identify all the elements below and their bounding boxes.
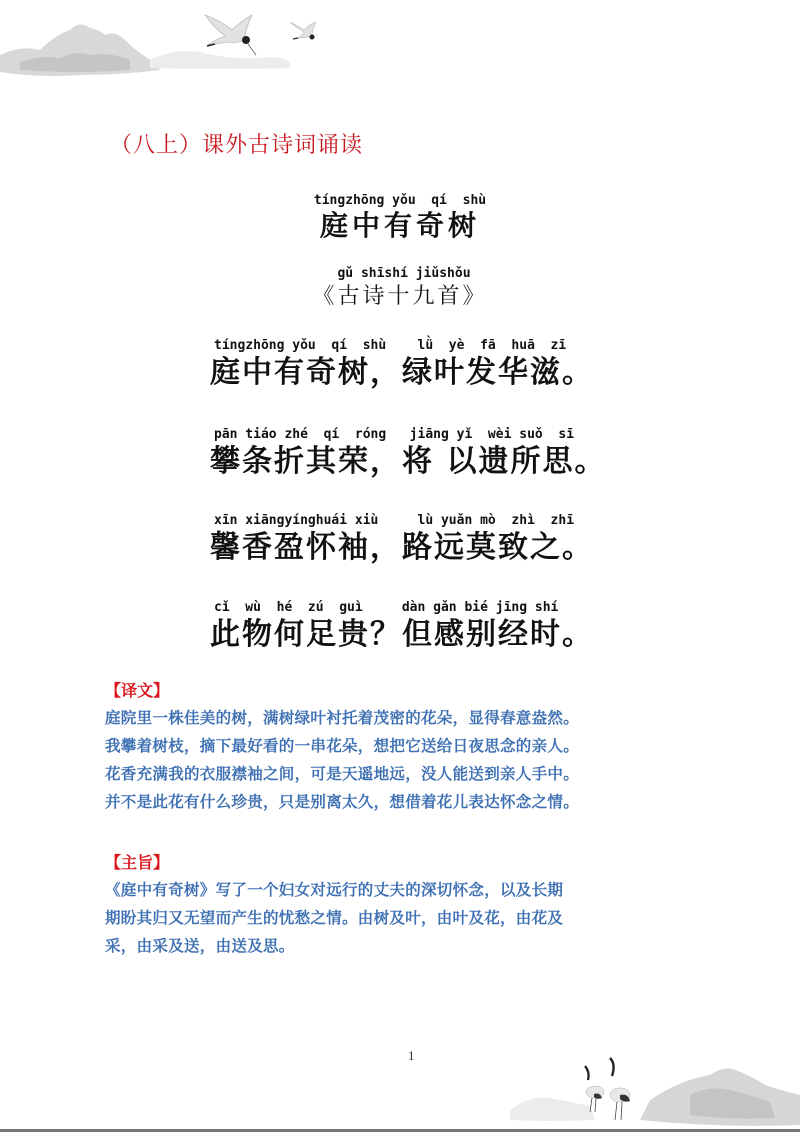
verse-text: 攀条折其荣，将 以遗所思。: [210, 444, 607, 479]
theme-line: 期盼其归又无望而产生的忧愁之情。由树及叶，由叶及花，由花及: [105, 909, 564, 927]
translation-line: 庭院里一株佳美的树，满树绿叶衬托着茂密的花朵，显得春意盎然。: [105, 709, 580, 727]
verse-1: [210, 338, 610, 392]
poem-source-block: [0, 266, 800, 312]
section-title: （八上）课外古诗词诵读: [110, 133, 364, 158]
verse-text: 庭中有奇树，绿叶发华滋。: [210, 355, 594, 390]
translation-text: [105, 704, 705, 816]
verse-pinyin: pān tiáo zhé qí róng jiāng yǐ wèi suǒ sī: [214, 427, 575, 442]
translation-line: 并不是此花有什么珍贵，只是别离太久，想借着花儿表达怀念之情。: [105, 793, 580, 811]
poem-title-block: [0, 193, 800, 243]
theme-line: 《庭中有奇树》写了一个妇女对远行的丈夫的深切怀念，以及长期: [105, 881, 564, 899]
verse-pinyin: xīn xiāngyínghuái xiù lù yuǎn mò zhì zhī: [214, 513, 575, 528]
verse-3: [210, 513, 610, 567]
verse-4: [210, 600, 610, 654]
verse-pinyin: cǐ wù hé zú guì dàn gǎn bié jīng shí: [214, 600, 559, 615]
translation-label: 【译文】: [105, 681, 170, 700]
crane-standing-icon: [585, 1066, 604, 1112]
poem-title: 庭中有奇树: [319, 209, 480, 242]
verse-pinyin: tíngzhōng yǒu qí shù lǜ yè fā huā zī: [214, 338, 567, 353]
theme-line: 采，由采及送，由送及思。: [105, 937, 295, 955]
mountain-cranes-decoration-bottom: [380, 1040, 800, 1130]
translation-line: 花香充满我的衣服襟袖之间，可是天遥地远，没人能送到亲人手中。: [105, 765, 580, 783]
crane-standing-tall-icon: [610, 1058, 630, 1120]
crane-flying-small-icon: [290, 22, 316, 40]
poem-source-pinyin: gǔ shīshí jiǔshǒu: [337, 266, 471, 281]
poem-source: 《古诗十九首》: [312, 284, 488, 309]
page-number: 1: [408, 1048, 415, 1063]
verse-text: 馨香盈怀袖，路远莫致之。: [210, 530, 594, 565]
mountain-cranes-decoration-top: [0, 0, 400, 110]
theme-label: 【主旨】: [105, 853, 170, 872]
crane-flying-icon: [205, 15, 256, 55]
verse-2: [210, 427, 610, 481]
translation-line: 我攀着树枝，摘下最好看的一串花朵，想把它送给日夜思念的亲人。: [105, 737, 580, 755]
verse-text: 此物何足贵？但感别经时。: [210, 617, 594, 652]
poem-title-pinyin: tíngzhōng yǒu qí shù: [313, 193, 487, 208]
theme-text: [105, 876, 705, 960]
